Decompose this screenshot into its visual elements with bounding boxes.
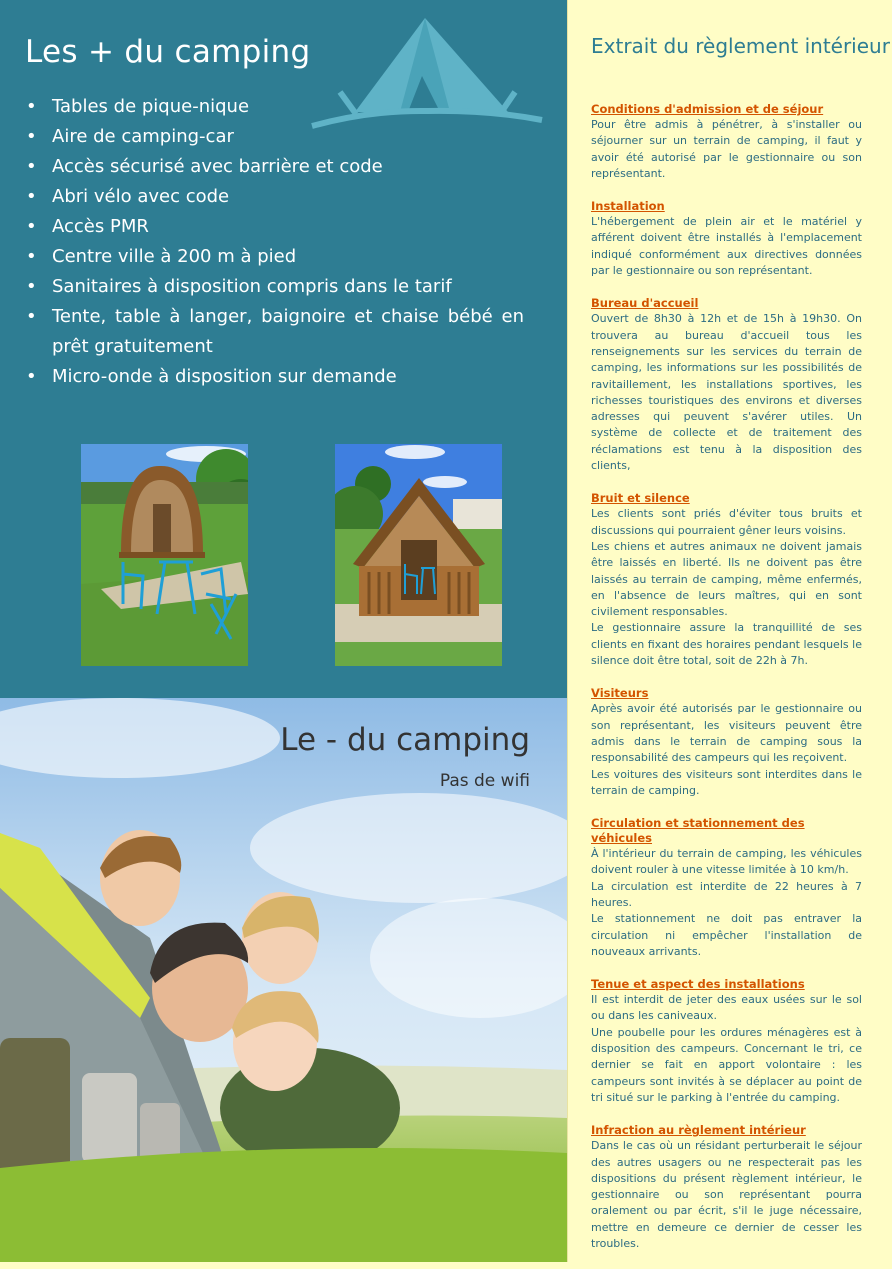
features-panel [0,0,567,698]
bullet-icon: • [26,186,37,207]
feature-item [24,92,524,122]
feature-item [24,122,524,152]
features-list [24,92,524,392]
rule-section [591,686,862,799]
rule-heading: Bruit et silence [591,491,690,506]
feature-item [24,242,524,272]
rule-text: Ouvert de 8h30 à 12h et de 15h à 19h30. On trouvera au bureau d'accueil tous les renseignements sur les services du terrain de camping, les informations sur les possibilités de ravitaillement, les installations sportives, les richesses touristiques des environs et diverses adresses qui peuvent s'avérer utiles. Un système de collecte et de traitement des réclamations est tenu à la disposition des clients, [591,312,862,473]
rule-section [591,1123,862,1252]
bullet-icon: • [26,156,37,177]
family-camping-photo [0,698,567,1262]
rule-heading: Bureau d'accueil [591,296,699,311]
feature-item [24,212,524,242]
rule-heading: Circulation et stationnement des véhicules [591,816,805,846]
feature-text: Micro-onde à disposition sur demande [52,366,397,387]
minus-title: Le - du camping [280,722,530,758]
feature-item [24,302,524,362]
bullet-icon: • [26,126,37,147]
rule-heading: Conditions d'admission et de séjour [591,102,824,116]
pod-cabin-photo [81,444,248,666]
feature-item [24,272,524,302]
rule-text: Après avoir été autorisés par le gestionnaire ou son représentant, les visiteurs peuvent être admis dans le terrain de camping sous la responsabilité des campeurs qui les reçoivent. Les voitures des visiteurs sont interdites dans le terrain de camping. [591,702,862,797]
rule-heading: Visiteurs [591,686,649,701]
bullet-icon: • [26,366,37,387]
features-title: Les + du camping [25,34,311,70]
rules-title: Extrait du règlement intérieur [591,34,890,58]
rule-text: L'hébergement de plein air et le matériel y afférent doivent être installés à l'emplacement indiqué conformément aux directives données par le gestionnaire ou son représentant. [591,215,862,278]
feature-item [24,182,524,212]
feature-text: Sanitaires à disposition compris dans le tarif [52,276,452,297]
feature-text: Tables de pique-nique [52,96,250,117]
rule-section [591,296,862,474]
rule-heading: Infraction au règlement intérieur [591,1123,806,1138]
bullet-icon: • [26,246,37,267]
bullet-icon: • [26,96,37,117]
bullet-icon: • [26,306,37,327]
wooden-tent-photo [335,444,502,666]
rule-heading: Tenue et aspect des installations [591,977,805,992]
rule-section [591,102,862,182]
rule-section [591,977,862,1106]
bullet-icon: • [26,276,37,297]
rule-heading: Installation [591,199,665,214]
rule-section [591,491,862,669]
minus-item: Pas de wifi [439,771,530,791]
rule-text: Il est interdit de jeter des eaux usées sur le sol ou dans les caniveaux. Une poubelle pour les ordures ménagères est à disposition des campeurs. Concernant le tri, ce dernier se fait en apport volontaire : les campeurs sont invités à se déplacer au point de tri situé sur le parking à l'entrée du camping. [591,993,862,1104]
rule-text: À l'intérieur du terrain de camping, les véhicules doivent rouler à une vitesse limitée à 10 km/h. La circulation est interdite de 22 heures à 7 heures. Le stationnement ne doit pas entraver la circulation ni empêcher l'installation de nouveaux arrivants. [591,847,862,958]
rule-section [591,199,862,279]
rule-section [591,816,862,960]
rules-list [591,102,862,1269]
rule-text: Les clients sont priés d'éviter tous bruits et discussions qui pourraient gêner leurs voisins. Les chiens et autres animaux ne doivent jamais être laissés en liberté. Ils ne doivent pas être laissés au terrain de camping, même enfermés, en l'absence de leurs maîtres, qui en sont civilement responsables. Le gestionnaire assure la tranquillité de ses clients en fixant des horaires pendant lesquels le silence doit être total, soit de 22h à 7h. [591,507,862,668]
feature-text: Accès sécurisé avec barrière et code [52,156,383,177]
rules-panel [567,0,892,1262]
feature-item [24,362,524,392]
feature-item [24,152,524,182]
bullet-icon: • [26,216,37,237]
feature-text: Tente, table à langer, baignoire et chaise bébé en prêt gratuitement [52,306,524,357]
rule-text: Dans le cas où un résidant perturberait le séjour des autres usagers ou ne respecterait pas les dispositions du présent règlement intérieur, le gestionnaire ou son représentant pourra oralement ou par écrit, s'il le juge nécessaire, mettre en demeure ce dernier de cesser les troubles. [591,1139,862,1251]
feature-text: Aire de camping-car [52,126,234,147]
rule-text: Pour être admis à pénétrer, à s'installer ou séjourner sur un terrain de camping, il faut y avoir été autorisé par le gestionnaire ou son représentant. [591,118,862,180]
feature-text: Abri vélo avec code [52,186,230,207]
feature-text: Accès PMR [52,216,149,237]
feature-text: Centre ville à 200 m à pied [52,246,297,267]
